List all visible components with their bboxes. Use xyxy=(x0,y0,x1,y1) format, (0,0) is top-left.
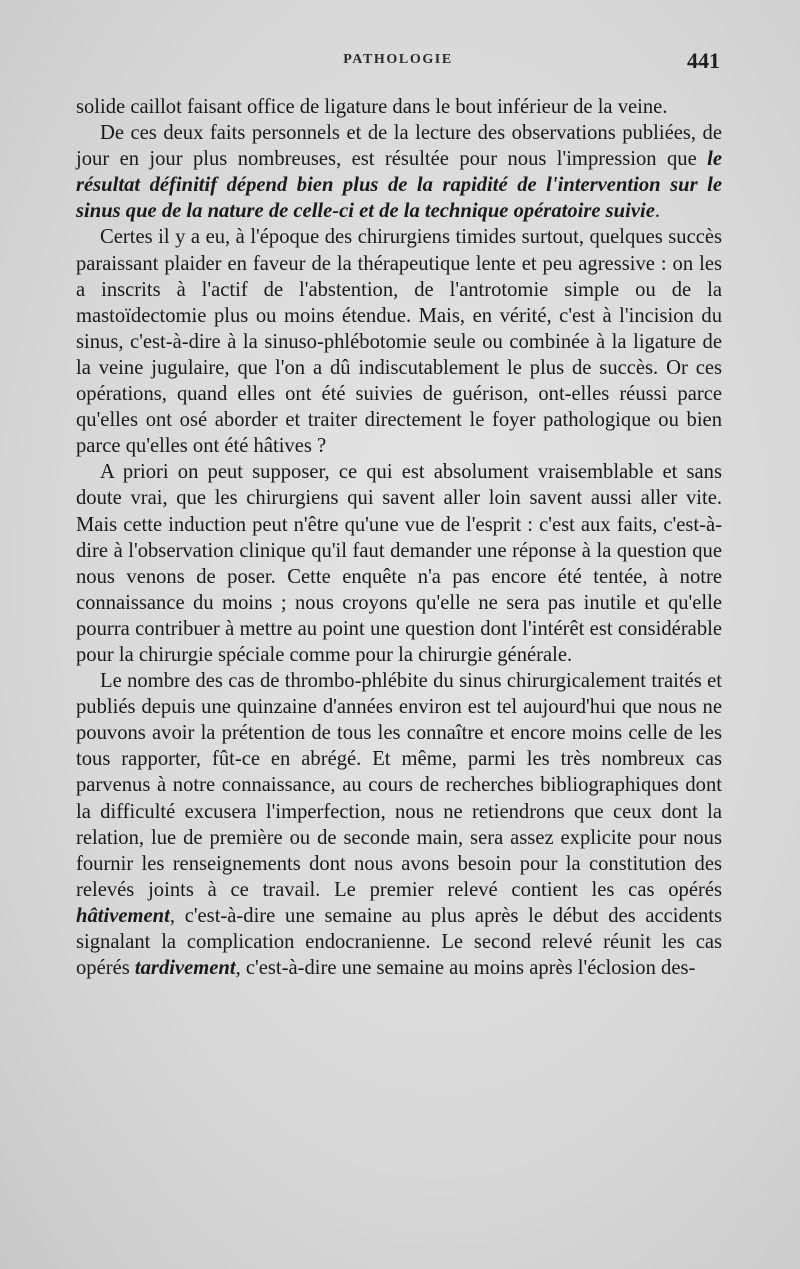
paragraph-1-text: solide caillot faisant office de ligature dans le bout inférieur de la veine. xyxy=(76,96,668,118)
paragraph-3 xyxy=(76,224,722,459)
paragraph-2 xyxy=(76,120,722,224)
paragraph-5-text-3: , c'est-à-dire une semaine au moins après l'éclosion des- xyxy=(235,957,696,980)
paragraph-2-emphasis: le résultat définitif dépend bien plus de la rapidité de l'intervention sur le sinus que de la nature de celle-ci et de la technique opératoire suivie xyxy=(76,148,722,223)
page-header xyxy=(76,48,720,74)
paragraph-5-text: Le nombre des cas de thrombo-phlébite du sinus chirurgicalement traités et publiés depuis une quinzaine d'années environ est tel aujourd'hui que nous ne pouvons avoir la prétention de tous les connaître et encore moins celle de les tous rapporter, fût-ce en abrégé. Et même, parmi les très nombreux cas parvenus à notre connaissance, au cours de recherches bibliographiques dont la difficulté excusera l'imperfection, nous ne retiendrons que ceux dont la relation, lue de première ou de seconde main, sera assez explicite pour nous fournir les renseignements dont nous avons besoin pour la constitution des relevés joints à ce travail. Le premier relevé contient les cas opérés xyxy=(76,670,722,901)
paragraph-1 xyxy=(76,94,722,120)
paragraph-4 xyxy=(76,459,722,668)
paragraph-5-text-2: , c'est-à-dire une semaine au plus après le début des accidents signalant la complication endocranienne. Le second relevé réunit les cas opérés xyxy=(76,904,722,980)
paragraph-2-text: De ces deux faits personnels et de la lecture des observations publiées, de jour en jour plus nombreuses, est résultée pour nous l'impression que xyxy=(76,122,722,171)
body-text xyxy=(76,94,722,981)
paragraph-5-emphasis-hativement: hâtivement xyxy=(76,904,170,927)
paragraph-2-end: . xyxy=(654,200,661,223)
page-number: 441 xyxy=(687,48,720,73)
paragraph-3-text: Certes il y a eu, à l'époque des chirurgiens timides surtout, quelques succès paraissant plaider en faveur de la thérapeutique lente et peu agressive : on les a inscrits à l'actif de l'abstention, de l'antrotomie simple ou de la mastoïdectomie plus ou moins étendue. Mais, en vérité, c'est à l'incision du sinus, c'est-à-dire à la sinuso-phlébotomie seule ou combinée à la ligature de la veine jugulaire, que l'on a dû indiscutablement le plus de succès. Or ces opérations, quand elles ont été suivies de guérison, ont-elles réussi parce qu'elles ont osé aborder et traiter directement le foyer pathologique ou bien parce qu'elles ont été hâtives ? xyxy=(76,226,722,458)
paragraph-5 xyxy=(76,668,722,981)
paragraph-4-text: A priori on peut supposer, ce qui est absolument vraisemblable et sans doute vrai, que les chirurgiens qui savent aller loin savent aussi aller vite. Mais cette induction peut n'être qu'une vue de l'esprit : c'est aux faits, c'est-à-dire à l'observation clinique qu'il faut demander une réponse à la question que nous venons de poser. Cette enquête n'a pas encore été tentée, à notre connaissance du moins ; nous croyons qu'elle ne sera pas inutile et qu'elle pourra contribuer à mettre au point une question dont l'intérêt est considérable pour la chirurgie spéciale comme pour la chirurgie générale. xyxy=(76,461,722,666)
paragraph-5-emphasis-tardivement: tardivement xyxy=(134,957,236,980)
running-title: PATHOLOGIE xyxy=(343,52,453,67)
